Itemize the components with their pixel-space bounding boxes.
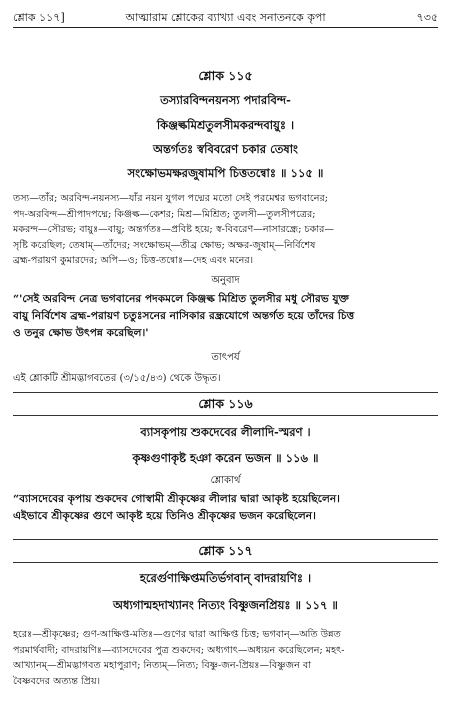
- gloss-line: পরমার্থবাদী; বাদরায়ণিঃ—ব্যাসদেবের পুত্র শুকদেব; অধ্যগাৎ—অধ্যয়ন করেছিলেন; মহৎ-: [13, 644, 345, 656]
- translation-line: বায়ু নির্বিশেষ ব্রহ্ম-পরায়ণ চতুঃসনের নাসিকার রন্ধ্রযোগে অন্তর্গত হয়ে তাঁদের চিত্ত: [13, 310, 355, 322]
- header-verse-ref: শ্লোক ১১৭]: [13, 11, 65, 24]
- verse-115-title: শ্লোক ১১৫: [198, 68, 253, 83]
- gloss-line: আখ্যানম্—শ্রীমদ্ভাগবত মহাপুরাণ; নিত্যম্—নিত্য; বিষ্ণু-জন-প্রিয়ঃ—বিষ্ণুজন বা: [13, 660, 312, 671]
- gloss-line: পদ-অরবিন্দ—শ্রীপাদপদ্মে; কিঞ্জল্ক—কেশর; মিশ্র—মিশ্রিত; তুলসী—তুলসীপত্রের;: [13, 208, 316, 220]
- verse-116-line-2: কৃষ্ণগুণাকৃষ্ট হঞা করেন ভজন ॥ ১১৬ ॥: [132, 451, 319, 465]
- verse-115-translation-label: অনুবাদ: [211, 275, 240, 286]
- page-header: [13, 5, 438, 27]
- verse-117-word-meanings: [13, 627, 438, 689]
- verse-115-line-3: অন্তর্গতঃ স্ববিবরেণ চকার তেষাং: [152, 142, 299, 156]
- translation-line: “'সেই অরবিন্দ নেত্র ভগবানের পদকমলে কিঞ্জল্ক মিশ্রিত তুলসীর মধু সৌরভ যুক্ত: [13, 293, 349, 305]
- verse-115-purport-label: তাৎপর্য: [211, 352, 240, 363]
- verse-115-line-4: সংক্ষোভমক্ষরজুষামপি চিত্ততন্বোঃ ॥ ১১৫ ॥: [127, 166, 324, 180]
- verse-115-line-1: তস্যারবিন্দনয়নস্য পদারবিন্দ-: [160, 93, 291, 107]
- gloss-line: ব্রহ্ম-পরায়ণ কুমারদের; অপি—ও; চিত্ত-তন্বোঃ—দেহ এবং মনের।: [13, 255, 254, 266]
- translation-line: এইভাবে শ্রীকৃষ্ণের গুণে আকৃষ্ট হয়ে তিনিও শ্রীকৃষ্ণের ভজন করেছিলেন।: [13, 510, 316, 522]
- verse-116-title: শ্লোক ১১৬: [198, 396, 253, 411]
- gloss-line: সৃষ্টি করেছিল; তেষাম্—তাঁদের; সংক্ষোভম্—তীব্র ক্ষোভ; অক্ষর-জুষাম্—নির্বিশেষ: [13, 239, 316, 251]
- header-chapter-title: আত্মারাম শ্লোকের ব্যাখ্যা এবং সনাতনকে কৃপা: [125, 11, 326, 24]
- verse-117-line-2: অধ্যগান্মহদাখ্যানং নিত্যং বিষ্ণুজনপ্রিয়ঃ ॥ ১১৭ ॥: [113, 598, 338, 612]
- verse-115-purport: এই শ্লোকটি শ্রীমদ্ভাগবতের (৩/১৫/৪৩) থেকে উদ্ধৃত।: [13, 373, 221, 384]
- translation-line: ও তনুর ক্ষোভ উৎপন্ন করেছিল।': [13, 327, 149, 339]
- gloss-line: মকরন্দ—সৌরভ; বায়ুঃ—বায়ু; অন্তর্গতঃ—প্রবিষ্ট হয়ে; স্ব-বিবরেণ—নাসারন্ধ্রে; চকার—: [13, 224, 335, 235]
- verse-116-line-1: ব্যাসকৃপায় শুকদেবের লীলাদি-স্মরণ ।: [140, 425, 311, 439]
- verse-117-line-1: হরের্গুণাক্ষিপ্তমতির্ভগবান্ বাদরায়ণিঃ ।: [139, 571, 312, 585]
- verse-115-word-meanings: [13, 191, 438, 269]
- verse-116-translation: [13, 491, 438, 525]
- verse-115-translation: [13, 291, 438, 342]
- verse-117-title: শ্লোক ১১৭: [198, 543, 253, 558]
- verse-115-line-2: কিঞ্জল্কমিশ্রতুলসীমকরন্দবায়ুঃ ।: [156, 118, 295, 132]
- gloss-line: তস্য—তাঁর; অরবিন্দ-নয়নস্য—যাঁর নয়ন যুগল পদ্মের মতো সেই পরমেশ্বর ভগবানের;: [13, 193, 328, 204]
- gloss-line: বৈষ্ণবদের অত্যন্ত প্রিয়।: [13, 675, 101, 687]
- gloss-line: হরেঃ—শ্রীকৃষ্ণের; গুণ-আক্ষিপ্ত-মতিঃ—গুণের দ্বারা আক্ষিপ্ত চিত্ত; ভগবান্—অতি উন্নত: [13, 629, 341, 640]
- header-page-number: ৭৩৫: [416, 11, 438, 24]
- translation-line: “ব্যাসদেবের কৃপায় শুকদেব গোস্বামী শ্রীকৃষ্ণের লীলার দ্বারা আকৃষ্ট হয়েছিলেন।: [13, 493, 340, 505]
- verse-116-translation-label: শ্লোকার্থ: [210, 475, 241, 486]
- header-rule: [13, 27, 438, 28]
